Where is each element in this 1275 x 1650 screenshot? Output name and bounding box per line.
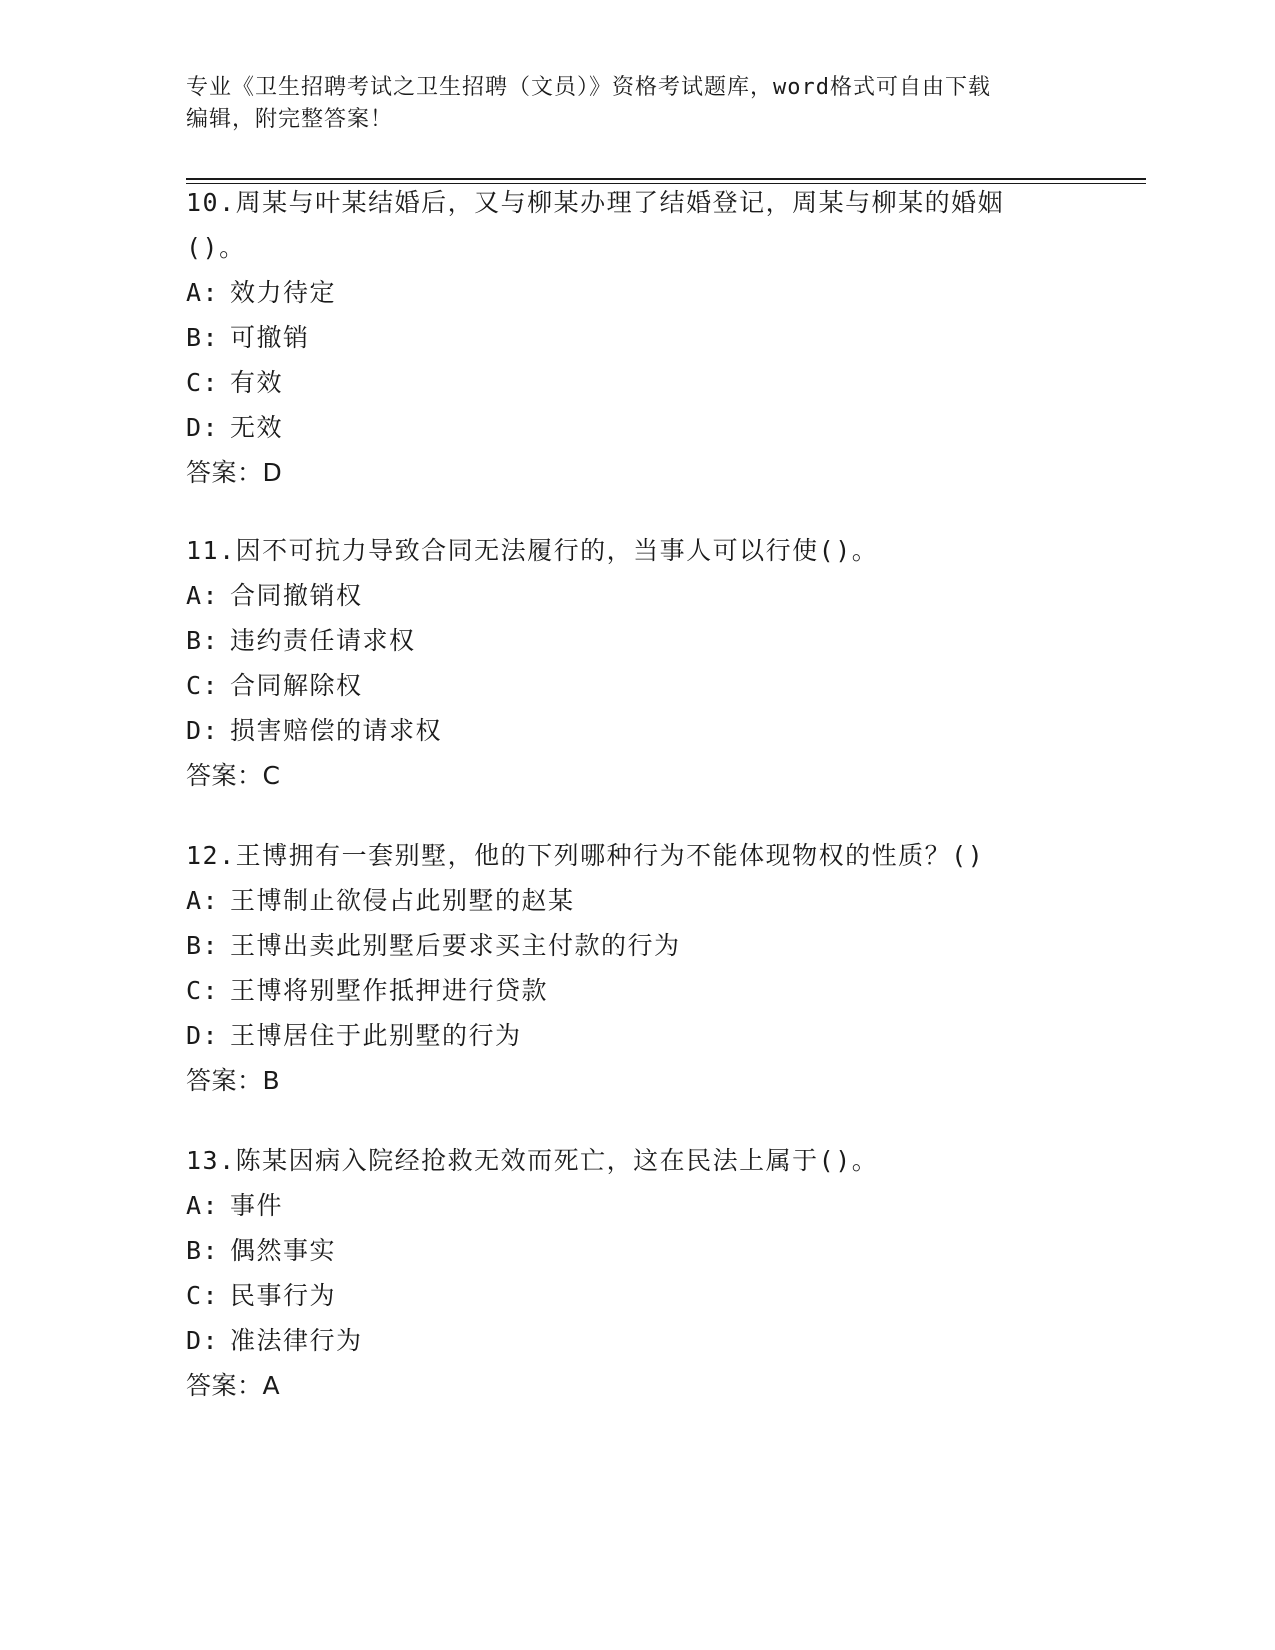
option-letter: B: (186, 1236, 220, 1265)
option-c (186, 968, 1146, 1013)
option-text: 王博制止欲侵占此别墅的赵某 (230, 886, 575, 915)
option-letter: A: (186, 886, 220, 915)
option-text: 王博将别墅作抵押进行贷款 (230, 976, 549, 1005)
option-text: 无效 (230, 413, 284, 442)
option-text: 损害赔偿的请求权 (230, 716, 443, 745)
option-a (186, 573, 1146, 618)
option-text: 效力待定 (230, 278, 337, 307)
question-12 (186, 833, 1146, 1103)
question-stem-line-1: 10.周某与叶某结婚后，又与柳某办理了结婚登记，周某与柳某的婚姻 (186, 188, 1005, 217)
option-letter: B: (186, 626, 220, 655)
option-c (186, 663, 1146, 708)
option-d (186, 405, 1146, 450)
option-d (186, 1013, 1146, 1058)
question-10 (186, 180, 1146, 495)
option-d (186, 708, 1146, 753)
option-b (186, 618, 1146, 663)
option-text: 准法律行为 (230, 1326, 363, 1355)
option-letter: C: (186, 976, 220, 1005)
option-text: 合同撤销权 (230, 581, 363, 610)
question-stem-line-1: 11.因不可抗力导致合同无法履行的，当事人可以行使()。 (186, 536, 879, 565)
option-letter: A: (186, 278, 220, 307)
option-text: 合同解除权 (230, 671, 363, 700)
option-letter: C: (186, 1281, 220, 1310)
option-b (186, 1228, 1146, 1273)
option-b (186, 923, 1146, 968)
question-stem-line-2: ()。 (186, 233, 246, 262)
option-letter: C: (186, 671, 220, 700)
question-11 (186, 528, 1146, 798)
answer-label: 答案：A (186, 1371, 281, 1400)
question-stem-line-1: 12.王博拥有一套别墅，他的下列哪种行为不能体现物权的性质？() (186, 841, 985, 870)
option-a (186, 1183, 1146, 1228)
option-a (186, 878, 1146, 923)
option-text: 有效 (230, 368, 284, 397)
option-letter: D: (186, 716, 220, 745)
option-text: 事件 (230, 1191, 284, 1220)
question-stem-line-1: 13.陈某因病入院经抢救无效而死亡，这在民法上属于()。 (186, 1146, 879, 1175)
option-text: 民事行为 (230, 1281, 337, 1310)
option-letter: D: (186, 1021, 220, 1050)
option-letter: B: (186, 323, 220, 352)
document-header (186, 72, 1066, 136)
option-b (186, 315, 1146, 360)
option-text: 王博居住于此别墅的行为 (230, 1021, 522, 1050)
option-d (186, 1318, 1146, 1363)
header-line-2: 编辑，附完整答案！ (186, 107, 394, 132)
option-text: 违约责任请求权 (230, 626, 416, 655)
option-letter: A: (186, 1191, 220, 1220)
option-letter: D: (186, 413, 220, 442)
option-text: 王博出卖此别墅后要求买主付款的行为 (230, 931, 681, 960)
option-text: 偶然事实 (230, 1236, 337, 1265)
option-letter: C: (186, 368, 220, 397)
option-c (186, 360, 1146, 405)
question-13 (186, 1138, 1146, 1408)
option-a (186, 270, 1146, 315)
answer-label: 答案：D (186, 458, 283, 487)
option-letter: D: (186, 1326, 220, 1355)
header-line-1: 专业《卫生招聘考试之卫生招聘（文员）》资格考试题库，word格式可自由下载 (186, 75, 991, 100)
option-text: 可撤销 (230, 323, 310, 352)
answer-label: 答案：B (186, 1066, 281, 1095)
option-letter: B: (186, 931, 220, 960)
document-page (186, 0, 1146, 1650)
option-c (186, 1273, 1146, 1318)
answer-label: 答案：C (186, 761, 281, 790)
option-letter: A: (186, 581, 220, 610)
